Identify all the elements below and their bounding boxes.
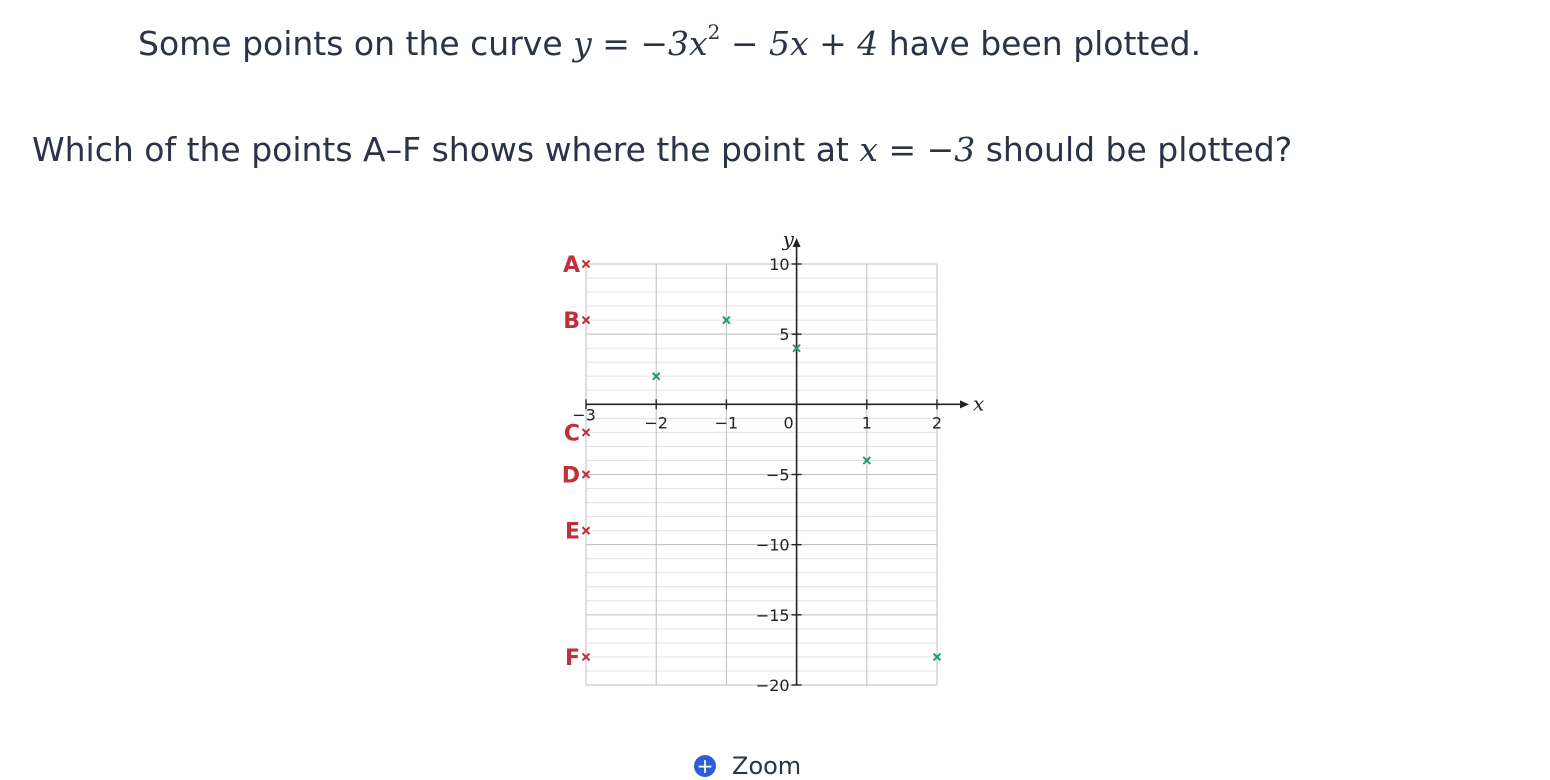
y-tick-label: 5 bbox=[779, 325, 790, 345]
question-text-2b: should be plotted? bbox=[975, 130, 1293, 169]
y-tick-label: −5 bbox=[766, 465, 790, 485]
equation-y: y bbox=[573, 24, 592, 63]
equation-exponent: 2 bbox=[707, 20, 721, 44]
option-label-b: B bbox=[563, 309, 580, 335]
x-tick-label: 2 bbox=[931, 413, 943, 433]
y-tick-label: 10 bbox=[769, 255, 790, 274]
question-line-1 bbox=[138, 20, 1201, 63]
y-tick-label: −20 bbox=[755, 676, 790, 695]
equation bbox=[573, 20, 879, 63]
question-text-1a: Some points on the curve bbox=[138, 24, 574, 63]
equation-term-a: −3x bbox=[640, 24, 708, 63]
x-tick-label: 1 bbox=[861, 413, 872, 433]
x-tick-label: −1 bbox=[714, 413, 739, 433]
y-tick-label: −10 bbox=[755, 535, 790, 555]
option-label-f: F bbox=[564, 645, 580, 671]
question-line-2 bbox=[32, 130, 1292, 169]
x-tick-label: −3 bbox=[572, 405, 596, 425]
y-axis-label: y bbox=[782, 227, 794, 251]
question-text-2a: Which of the points A–F shows where the point at bbox=[32, 130, 860, 169]
plus-circle-icon: + bbox=[694, 755, 716, 777]
option-label-e: E bbox=[564, 519, 580, 545]
y-tick-label: −15 bbox=[755, 605, 790, 625]
condition: x = −3 bbox=[859, 130, 976, 169]
x-tick-label: 0 bbox=[783, 413, 794, 433]
equation-equals: = bbox=[591, 24, 641, 63]
x-axis-label: x bbox=[973, 391, 985, 416]
zoom-button[interactable] bbox=[694, 752, 801, 780]
question-text-1b: have been plotted. bbox=[878, 24, 1202, 63]
graph bbox=[540, 225, 990, 705]
option-label-c: C bbox=[563, 421, 580, 447]
zoom-label: Zoom bbox=[732, 752, 802, 780]
x-axis-arrow bbox=[960, 400, 969, 408]
equation-term-b: − 5x + 4 bbox=[720, 24, 879, 63]
option-label-d: D bbox=[561, 463, 580, 489]
option-label-a: A bbox=[562, 253, 580, 278]
x-tick-label: −2 bbox=[644, 413, 668, 433]
